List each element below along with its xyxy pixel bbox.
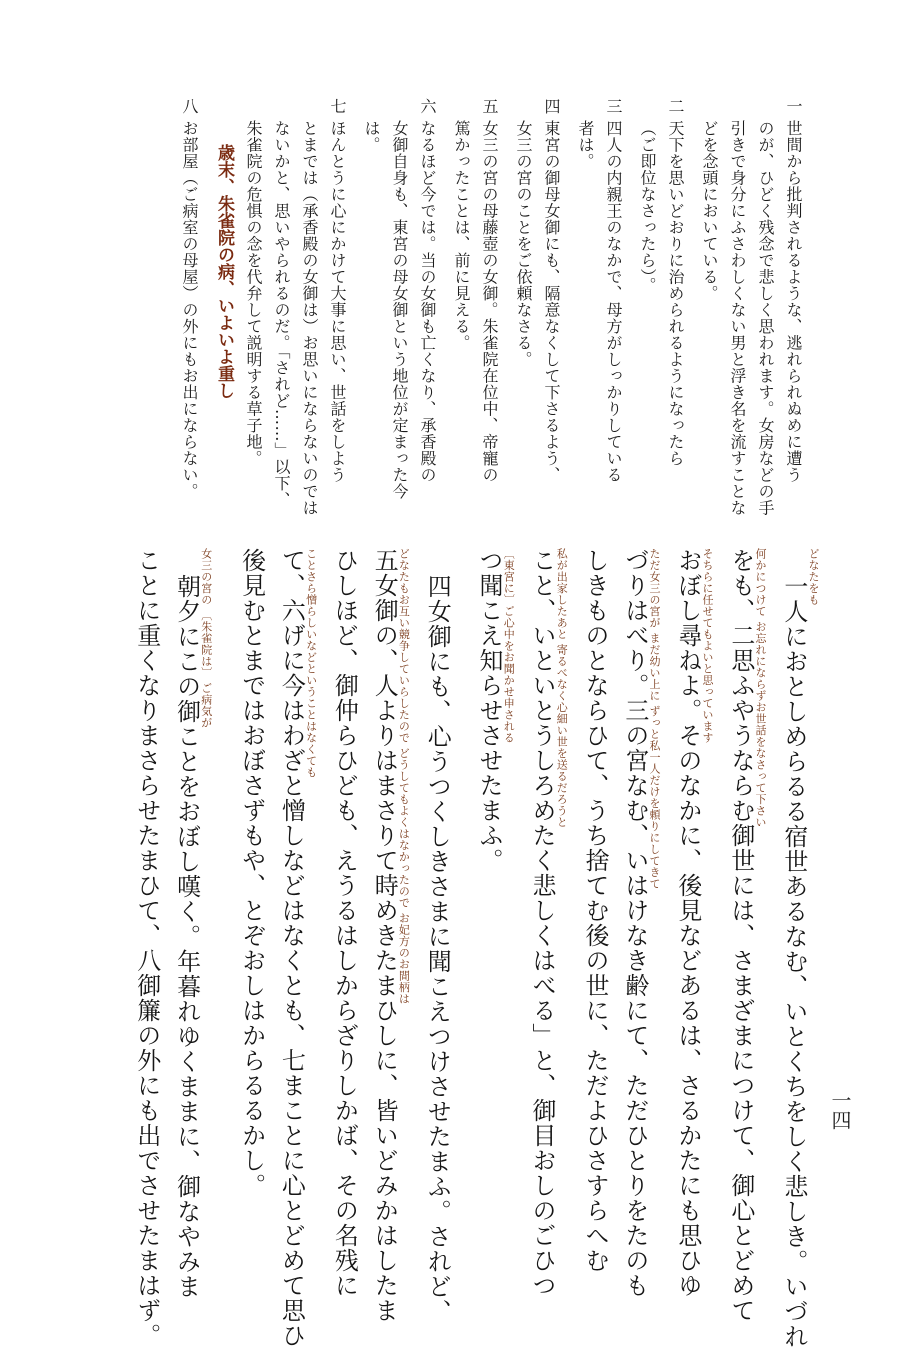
text-line: ことに重くなりまさらせたまひて、八御簾の外にも出でさせたまはず。	[132, 548, 161, 1348]
text-line: ひしほど、御仲らひども、えうるはしからざりしかば、その名残に	[330, 548, 359, 1298]
text-line: おぼし尋ねよ。そのなかに、後見などあるは、さるかたにも思ひゆ	[673, 548, 702, 1298]
page-number: 一四	[828, 1090, 852, 1130]
text-line: づりはべり。三の宮なむ、いはけなき齢にて、ただひとりをたのも	[620, 548, 649, 1298]
note-line: 篤かったことは、前に見える。	[452, 120, 471, 351]
note-line: とまでは（承香殿の女御は）お思いにならないのでは	[300, 120, 319, 516]
text-line: 五女御の、人よりはまさりて時めきたまひしに、皆いどみかはしたま	[370, 548, 399, 1323]
text-line: をも、二思ふやうならむ御世には、さまざまにつけて、御心とどめて	[726, 548, 755, 1323]
note-line: 八 お部屋（ご病室の母屋）の外にもお出にならない。	[180, 98, 199, 500]
gloss: 私が出家したあと 寄るべなく心細い世を送るだろうと	[555, 548, 569, 828]
gloss: 〔東宮に〕ご心中をお聞かせ申される	[502, 548, 516, 744]
note-line: は。	[362, 120, 381, 153]
note-line: 引きで身分にふさわしくない男と浮き名を流すことな	[728, 120, 747, 516]
note-line: 七 ほんとうに心にかけて大事に思い、世話をしよう	[328, 98, 347, 484]
gloss: ただ女三の宮が まだ幼い上に ずっと私一人だけを頼りにしてきて	[648, 548, 661, 890]
annotation-notes	[125, 98, 805, 518]
text-line: しきものとならひて、うち捨てむ後の世に、ただよひさすらへむ	[581, 548, 609, 1273]
text-line: こと、いといとうしろめたく悲しくはべる」と、御目おしのごひつ	[528, 548, 556, 1298]
gloss: 何かにつけて お忘れにならずお世話をなさって下さい	[754, 548, 767, 828]
text-line: つ聞こえ知らせさせたまふ。	[475, 548, 503, 873]
note-line: 女御自身も、東宮の母女御という地位が定まった今	[390, 120, 409, 500]
gloss: ことさら憎らしいなどということはなくても	[304, 548, 318, 778]
text-line: 朝夕にこの御ことをおぼし嘆く。年暮れゆくままに、御なやみま	[172, 574, 201, 1299]
text-line: 一人におとしめらるる宿世あるなむ、いとくちをしく悲しき。いづれ	[779, 574, 808, 1349]
note-line: ないかと、思いやられるのだ。「されど……」以下、	[272, 120, 291, 508]
gloss: どなたもお互い競争していらしたので どうしてもよくはなかったので お妃方のお間柄は	[397, 548, 411, 1005]
text-line: 後見むとまではおぼさずもや、とぞおしはからるるかし。	[237, 548, 266, 1198]
gloss: どなたをも	[807, 548, 820, 606]
main-text	[120, 548, 820, 1349]
note-line: 三 四人の内親王のなかで、母方がしっかりしている	[604, 98, 623, 484]
note-line: （ご即位なさったら）。	[638, 120, 657, 294]
note-line: 朱雀院の危惧の念を代弁して説明する草子地。	[244, 120, 263, 467]
note-line: 二 天下を思いどおりに治められるようになったら	[666, 98, 685, 467]
note-line: 者は。	[576, 120, 595, 170]
section-heading: 歳末、朱雀院の病、いよいよ重し	[214, 144, 234, 399]
note-line: のが、ひどく残念で悲しく思われます。女房などの手	[756, 120, 775, 516]
text-line: て、六げに今はわざと憎しなどはなくとも、七まことに心とどめて思ひ	[277, 548, 306, 1348]
text-line: 四女御にも、心うつくしきさまに聞こえつけさせたまふ。されど、	[423, 574, 452, 1324]
note-line: どを念頭においている。	[700, 120, 719, 302]
gloss: そちらに任せてもよいと思っています	[701, 548, 714, 744]
note-line: 五 女三の宮の母藤壺の女御。朱雀院在位中、帝寵の	[480, 98, 499, 484]
note-line: 四 東宮の御母女御にも、隔意なくして下さるよう、	[542, 98, 561, 484]
gloss: 女三の宮の 〔朱雀院は〕 ご病気が	[199, 548, 213, 729]
note-line: 一 世間から批判されるような、逃れられぬめに遭う	[784, 98, 803, 484]
note-line: 女三の宮のことをご依頼なさる。	[514, 120, 533, 368]
note-line: 六 なるほど今では。当の女御も亡くなり、承香殿の	[418, 98, 437, 484]
